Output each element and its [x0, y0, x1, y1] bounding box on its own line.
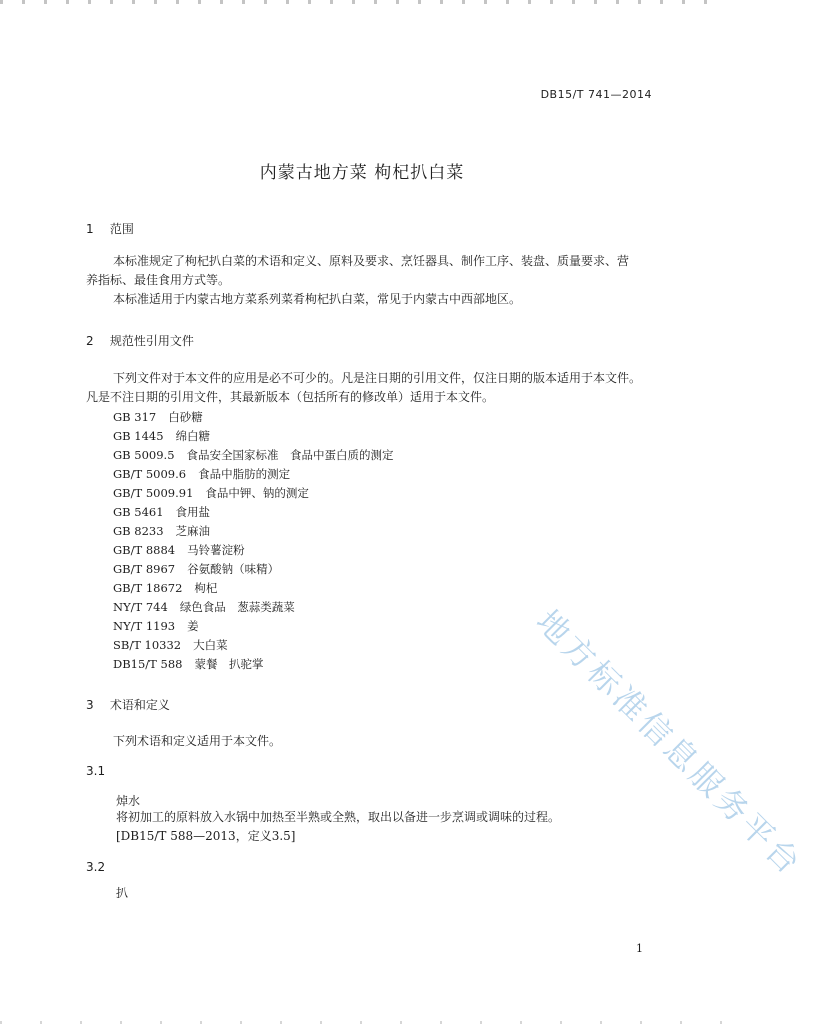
term-source: [DB15/T 588—2013，定义3.5]	[116, 829, 296, 843]
section-number: 1	[86, 222, 94, 236]
section-2-paragraph-line: 凡是不注日期的引用文件，其最新版本（包括所有的修改单）适用于本文件。	[86, 390, 495, 404]
section-1-heading	[86, 220, 134, 237]
reference-item	[113, 599, 295, 615]
reference-code: GB/T 18672	[113, 581, 183, 595]
reference-code: GB 8233	[113, 524, 164, 538]
reference-name: 枸杞	[194, 581, 218, 595]
section-number: 2	[86, 334, 94, 348]
reference-item	[113, 447, 394, 463]
reference-code: GB/T 5009.91	[113, 486, 194, 500]
section-2-heading	[86, 332, 194, 349]
section-title: 规范性引用文件	[109, 334, 194, 348]
section-1-paragraph-line: 本标准规定了枸杞扒白菜的术语和定义、原料及要求、烹饪器具、制作工序、装盘、质量要求、营	[113, 254, 630, 268]
reference-item	[113, 637, 228, 653]
term-name: 扒	[116, 886, 129, 900]
reference-code: NY/T 1193	[113, 619, 176, 633]
reference-name: 食用盐	[175, 505, 211, 519]
reference-name: 谷氨酸钠（味精）	[187, 562, 280, 576]
page-number: 1	[636, 942, 643, 955]
reference-name: 食品中脂肪的测定	[198, 467, 291, 481]
reference-name: 芝麻油	[175, 524, 211, 538]
term-name: 焯水	[116, 794, 141, 808]
reference-code: GB 1445	[113, 429, 164, 443]
reference-code: GB/T 8884	[113, 543, 176, 557]
reference-name: 姜	[187, 619, 199, 633]
reference-code: GB 317	[113, 410, 157, 424]
reference-code: GB/T 5009.6	[113, 467, 187, 481]
reference-name: 绵白糖	[175, 429, 211, 443]
reference-item	[113, 618, 199, 634]
reference-name: 白砂糖	[168, 410, 203, 424]
term-number: 3.1	[86, 764, 106, 778]
reference-name: 蒙餐 扒驼掌	[194, 657, 264, 671]
reference-item	[113, 542, 245, 558]
reference-code: DB15/T 588	[113, 657, 183, 671]
reference-item	[113, 580, 217, 596]
reference-name: 绿色食品 葱蒜类蔬菜	[179, 600, 295, 614]
reference-item	[113, 485, 309, 501]
watermark: 地方标准信息服务平台	[528, 602, 811, 884]
reference-name: 食品中钾、钠的测定	[205, 486, 309, 500]
reference-item	[113, 656, 263, 672]
section-2-paragraph-line: 下列文件对于本文件的应用是必不可少的。凡是注日期的引用文件，仅注日期的版本适用于本文件。	[113, 371, 642, 385]
reference-item	[113, 504, 210, 520]
reference-name: 大白菜	[193, 638, 228, 652]
section-1-paragraph-line: 养指标、最佳食用方式等。	[86, 273, 231, 287]
term-number: 3.2	[86, 860, 106, 874]
reference-name: 食品安全国家标准 食品中蛋白质的测定	[186, 448, 394, 462]
reference-item	[113, 466, 290, 482]
standard-code: DB15/T 741—2014	[540, 88, 652, 101]
scan-edge-top	[0, 0, 724, 4]
section-title: 范围	[109, 222, 134, 236]
reference-name: 马铃薯淀粉	[187, 543, 245, 557]
reference-code: SB/T 10332	[113, 638, 182, 652]
reference-code: GB/T 8967	[113, 562, 176, 576]
reference-code: GB 5009.5	[113, 448, 175, 462]
reference-code: GB 5461	[113, 505, 164, 519]
document-title: 内蒙古地方菜 枸杞扒白菜	[259, 163, 465, 183]
reference-item	[113, 409, 203, 425]
section-3-paragraph-line: 下列术语和定义适用于本文件。	[113, 734, 282, 748]
section-number: 3	[86, 698, 94, 712]
section-3-heading	[86, 696, 170, 713]
term-definition: 将初加工的原料放入水锅中加热至半熟或全熟，取出以备进一步烹调或调味的过程。	[116, 810, 561, 824]
reference-item	[113, 428, 210, 444]
section-1-paragraph-line: 本标准适用于内蒙古地方菜系列菜肴枸杞扒白菜，常见于内蒙古中西部地区。	[113, 292, 522, 306]
reference-code: NY/T 744	[113, 600, 168, 614]
section-title: 术语和定义	[109, 698, 170, 712]
reference-item	[113, 561, 279, 577]
reference-item	[113, 523, 210, 539]
